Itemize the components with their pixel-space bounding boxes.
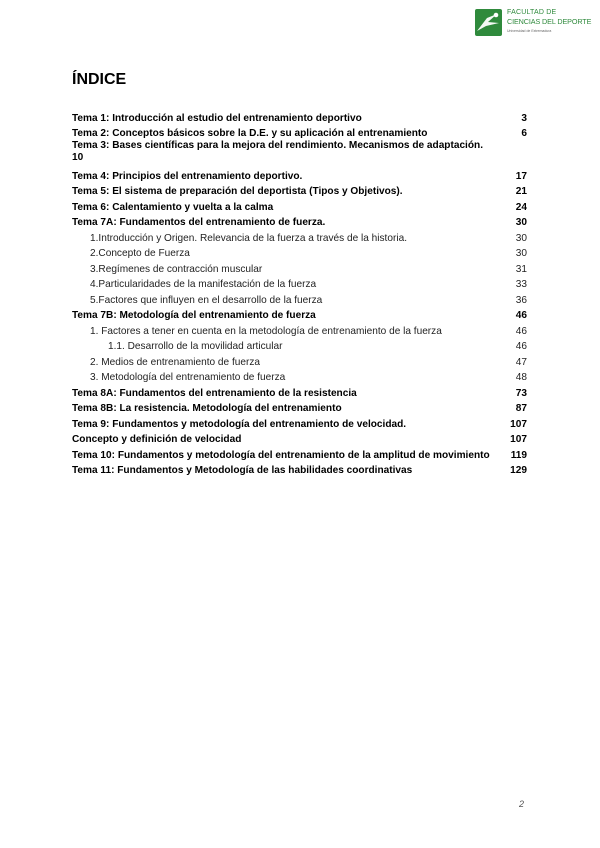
toc-entry-page: 10: [72, 152, 84, 163]
toc-entry-text: 5.Factores que influyen en el desarrollo de la fuerza: [90, 294, 323, 306]
toc-entry-page: 46: [515, 310, 527, 321]
toc-subentry[interactable]: [72, 291, 527, 307]
toc-entry-tema-5[interactable]: [72, 183, 527, 199]
faculty-logo: [475, 7, 595, 41]
toc-entry-page: 48: [515, 372, 527, 383]
toc-entry-tema-9[interactable]: [72, 415, 527, 431]
page-title: ÍNDICE: [72, 71, 127, 88]
toc-entry-text: 4.Particularidades de la manifestación de la fuerza: [90, 279, 317, 290]
toc-entry-text: 3.Regímenes de contracción muscular: [90, 263, 263, 275]
toc-entry-page: 46: [515, 341, 527, 352]
toc-entry-page: 17: [515, 170, 527, 182]
toc-entry-tema-7b[interactable]: [72, 307, 527, 323]
toc-entry-page: 87: [515, 403, 527, 414]
table-of-contents: [72, 109, 527, 477]
toc-subentry[interactable]: [72, 276, 527, 292]
page-number: 2: [519, 799, 525, 809]
toc-entry-text: Tema 7B: Metodología del entrenamiento de fuerza: [72, 310, 316, 321]
toc-entry-page: 36: [515, 294, 527, 306]
toc-entry-text: 2. Medios de entrenamiento de fuerza: [90, 356, 261, 368]
toc-entry-tema-3[interactable]: [72, 140, 527, 167]
toc-entry-page: 33: [515, 279, 527, 290]
toc-entry-page: 129: [510, 465, 527, 476]
toc-subentry[interactable]: [72, 322, 527, 338]
toc-entry-text: 2.Concepto de Fuerza: [90, 248, 190, 259]
toc-entry-text: 1.Introducción y Origen. Relevancia de la fuerza a través de la historia.: [90, 232, 408, 244]
toc-subentry[interactable]: [72, 353, 527, 369]
toc-entry-page: 30: [515, 217, 527, 228]
toc-entry-page: 3: [521, 112, 527, 124]
runner-icon: [475, 9, 502, 36]
toc-entry-text: Tema 6: Calentamiento y vuelta a la calma: [72, 201, 274, 213]
toc-entry-page: 107: [510, 434, 527, 445]
toc-entry-page: 30: [515, 232, 527, 244]
toc-entry-tema-6[interactable]: [72, 198, 527, 214]
toc-entry-page: 73: [515, 387, 527, 399]
toc-entry-text: 3. Metodología del entrenamiento de fuerza: [90, 372, 286, 383]
toc-subentry[interactable]: [72, 229, 527, 245]
toc-subentry[interactable]: [72, 369, 527, 385]
toc-entry-text: Tema 7A: Fundamentos del entrenamiento de fuerza.: [72, 217, 326, 228]
toc-entry-text: 1.1. Desarrollo de la movilidad articular: [108, 341, 283, 352]
toc-entry-page: 31: [515, 263, 527, 275]
toc-entry-velocidad[interactable]: [72, 431, 527, 447]
toc-entry-page: 107: [510, 418, 527, 430]
logo-line-1: FACULTAD DE: [507, 9, 557, 16]
toc-entry-tema-2[interactable]: [72, 125, 527, 141]
toc-entry-text: Tema 3: Bases científicas para la mejora del rendimiento. Mecanismos de adaptación.: [72, 140, 483, 151]
toc-entry-tema-8a[interactable]: [72, 384, 527, 400]
toc-entry-tema-10[interactable]: [72, 446, 527, 462]
toc-entry-text: Tema 2: Conceptos básicos sobre la D.E. y su aplicación al entrenamiento: [72, 128, 428, 139]
toc-entry-tema-7a[interactable]: [72, 214, 527, 230]
logo-line-3: Universidad de Extremadura: [507, 29, 552, 33]
toc-entry-tema-11[interactable]: [72, 462, 527, 478]
toc-entry-page: 24: [515, 201, 527, 213]
toc-subentry[interactable]: [72, 338, 527, 354]
toc-entry-text: Tema 11: Fundamentos y Metodología de las habilidades coordinativas: [72, 465, 413, 476]
toc-entry-text: Tema 4: Principios del entrenamiento deportivo.: [72, 170, 303, 182]
toc-entry-text: Tema 1: Introducción al estudio del entrenamiento deportivo: [72, 112, 362, 124]
toc-entry-text: Tema 5: El sistema de preparación del deportista (Tipos y Objetivos).: [72, 186, 403, 197]
toc-entry-tema-1[interactable]: [72, 109, 527, 125]
toc-entry-page: 119: [510, 449, 527, 461]
toc-entry-page: 21: [515, 186, 527, 197]
toc-entry-page: 47: [515, 356, 527, 368]
toc-subentry[interactable]: [72, 260, 527, 276]
toc-entry-page: 30: [515, 248, 527, 259]
toc-entry-text: Concepto y definición de velocidad: [72, 434, 242, 445]
toc-entry-text: Tema 8A: Fundamentos del entrenamiento de la resistencia: [72, 387, 357, 399]
toc-entry-tema-8b[interactable]: [72, 400, 527, 416]
toc-entry-text: Tema 10: Fundamentos y metodología del entrenamiento de la amplitud de movimiento: [72, 449, 490, 461]
toc-entry-text: 1. Factores a tener en cuenta en la metodología de entrenamiento de la fuerza: [90, 325, 442, 337]
toc-entry-text: Tema 9: Fundamentos y metodología del entrenamiento de velocidad.: [72, 418, 407, 430]
toc-entry-tema-4[interactable]: [72, 167, 527, 183]
toc-entry-page: 6: [521, 128, 527, 139]
toc-entry-page: 46: [515, 325, 527, 337]
logo-line-2: CIENCIAS DEL DEPORTE: [507, 17, 592, 26]
toc-subentry[interactable]: [72, 245, 527, 261]
toc-entry-text: Tema 8B: La resistencia. Metodología del entrenamiento: [72, 403, 342, 414]
